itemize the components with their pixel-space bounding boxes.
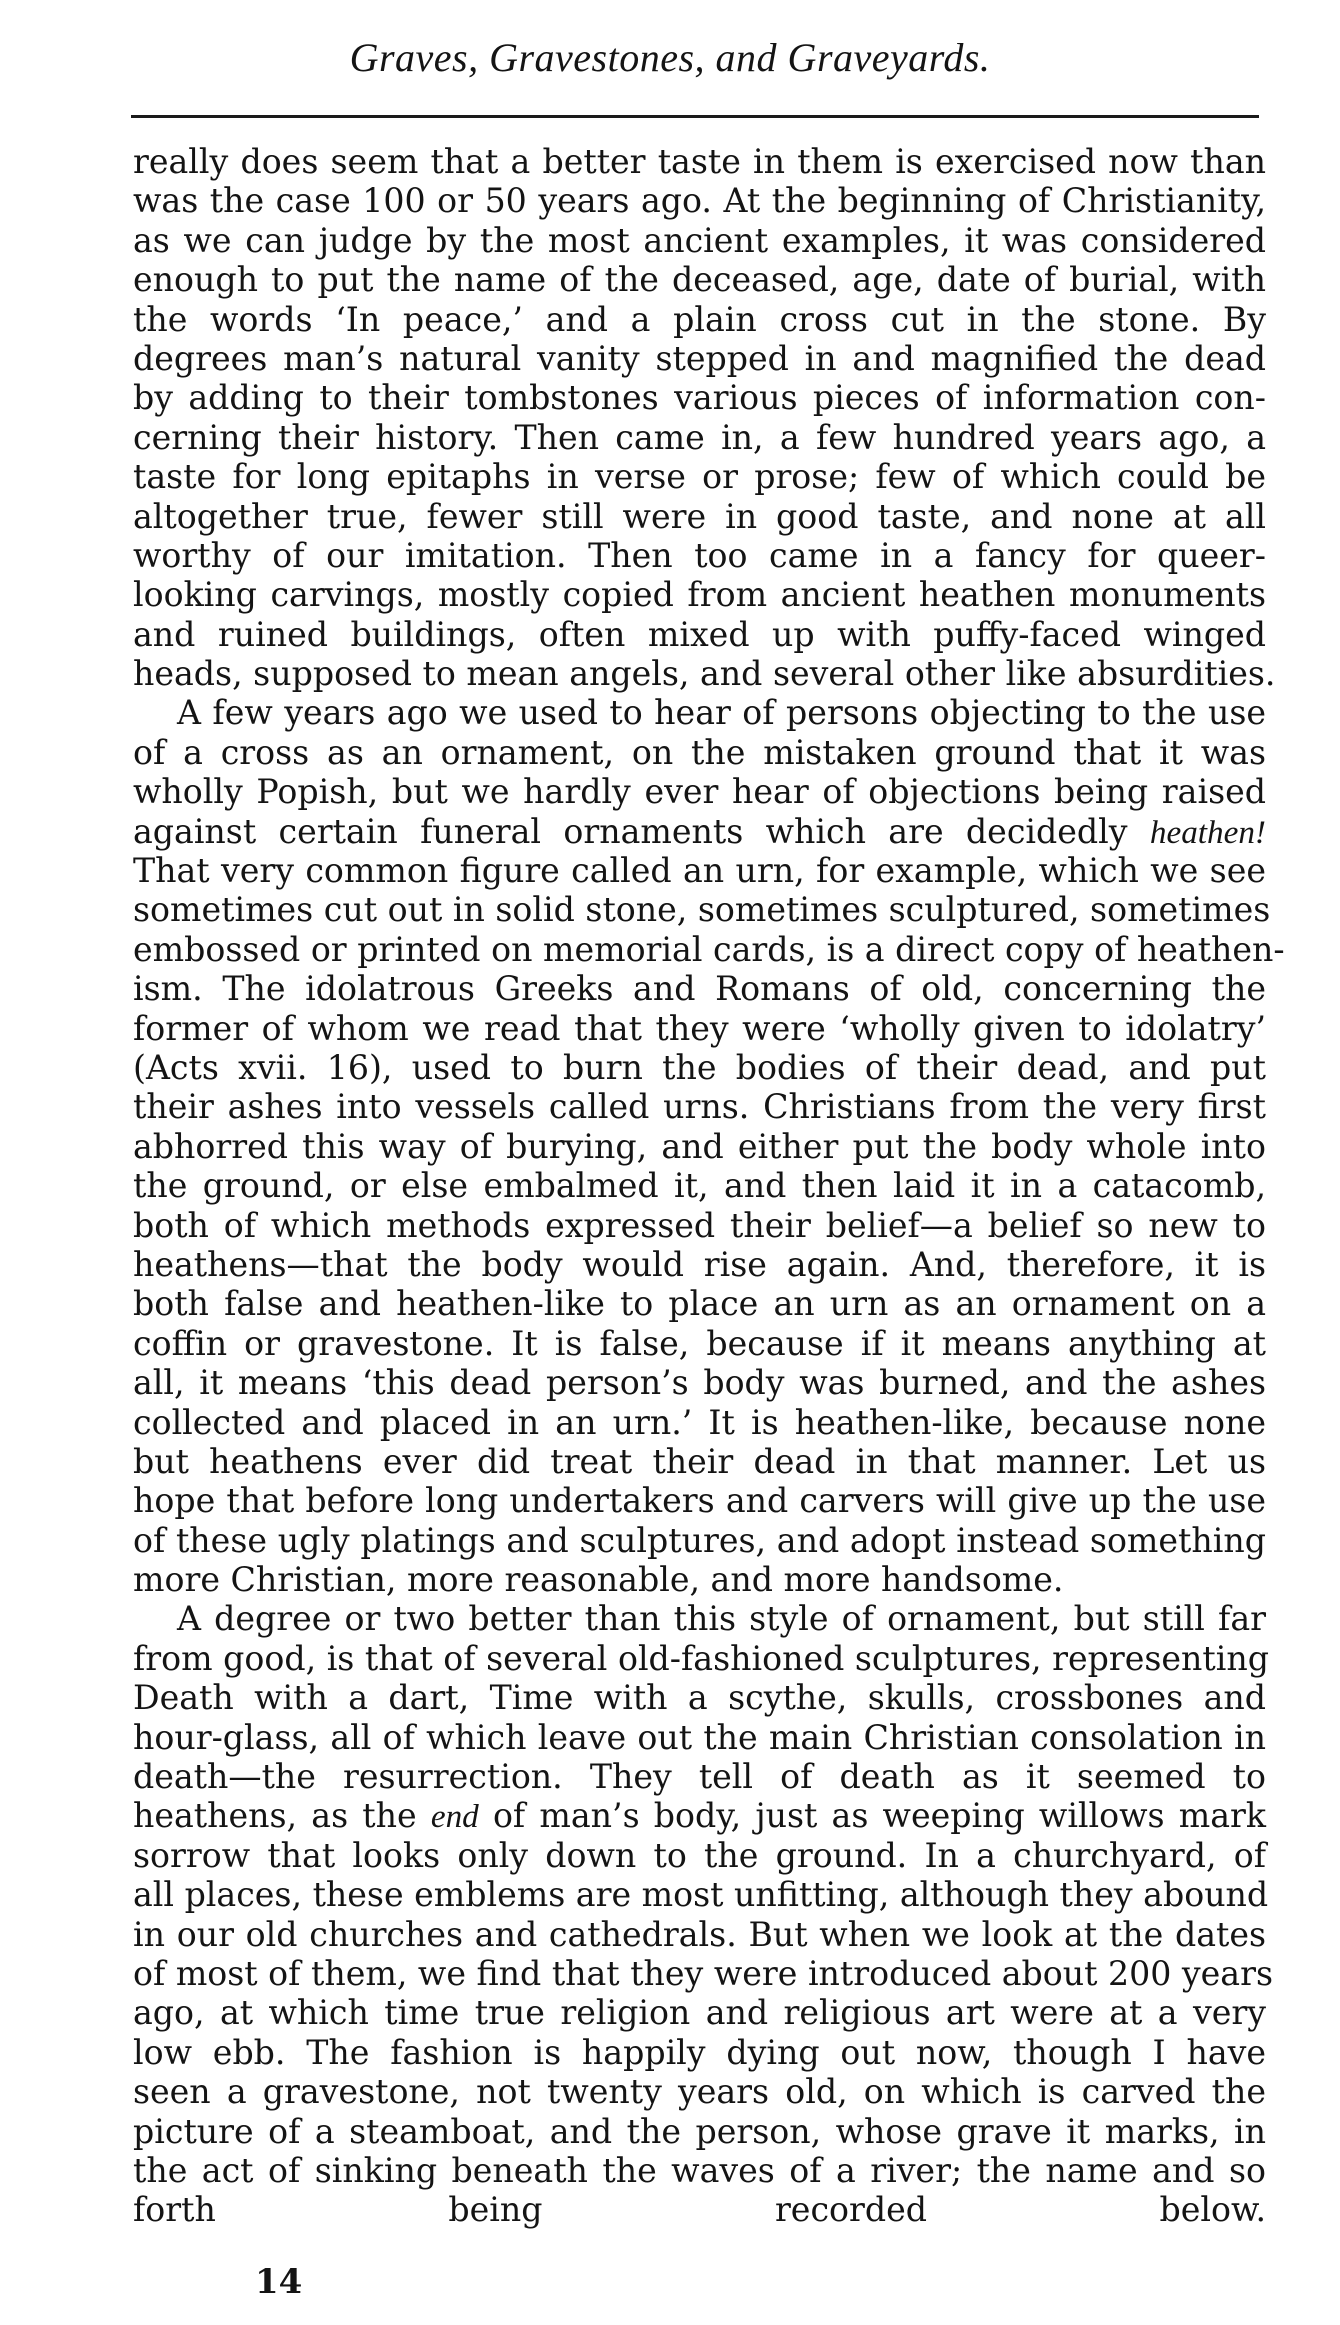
text-line: A few years ago we used to hear of persons objecting to the use (177, 693, 1266, 733)
text-line: was the case 100 or 50 years ago. At the beginning of Christianity, (133, 181, 1266, 221)
body-text (133, 142, 1285, 2269)
text-line: really does seem that a better taste in them is exercised now than (133, 142, 1266, 181)
text-line: seen a gravestone, not twenty years old, on which is carved the (133, 2072, 1266, 2112)
paragraph (133, 142, 1276, 694)
text-line: Death with a dart, Time with a scythe, skulls, crossbones and (133, 1678, 1266, 1718)
text-line: ism. The idolatrous Greeks and Romans of old, concerning the (133, 969, 1266, 1009)
text-line: enough to put the name of the deceased, age, date of burial, with (133, 260, 1266, 300)
italic-word: heathen! (1149, 813, 1266, 851)
italic-word: end (430, 1798, 479, 1836)
text-line: both of which methods expressed their belief—a belief so new to (133, 1205, 1266, 1245)
text-line: the words ‘In peace,’ and a plain cross cut in the stone. By (133, 299, 1266, 339)
text-line: taste for long epitaphs in verse or prose; few of which could be (133, 457, 1266, 497)
paragraph (133, 1599, 1273, 2269)
text-line: and ruined buildings, often mixed up with puffy-faced winged (133, 614, 1266, 654)
text-line: hope that before long undertakers and carvers will give up the use (133, 1481, 1266, 1521)
text-line: abhorred this way of burying, and either put the body whole into (133, 1126, 1266, 1166)
text-line: both false and heathen-like to place an urn as an ornament on a (133, 1284, 1266, 1324)
text-line: more Christian, more reasonable, and more handsome. (133, 1560, 1064, 1600)
text-line: former of whom we read that they were ‘wholly given to idolatry’ (133, 1008, 1266, 1048)
text-line: their ashes into vessels called urns. Christians from the very first (133, 1087, 1266, 1127)
text-line: all places, these emblems are most unfitting, although they abound (133, 1875, 1269, 1915)
text-line (133, 812, 1266, 851)
text-line: low ebb. The fashion is happily dying out now, though I have (133, 2032, 1266, 2072)
text-line: worthy of our imitation. Then too came in a fancy for queer- (133, 535, 1266, 575)
text-line: A degree or two better than this style of ornament, but still far (177, 1599, 1266, 1639)
text-line: in our old churches and cathedrals. But when we look at the dates (133, 1914, 1266, 1954)
text-line: all, it means ‘this dead person’s body was burned, and the ashes (133, 1363, 1266, 1403)
page-number: 14 (255, 2262, 303, 2302)
text-line: picture of a steamboat, and the person, whose grave it marks, in (133, 2111, 1266, 2151)
text-line: That very common figure called an urn, for example, which we see (133, 851, 1266, 891)
text-line: hour-glass, all of which leave out the main Christian consolation in (133, 1717, 1266, 1757)
text-line: sorrow that looks only down to the ground. In a churchyard, of (133, 1835, 1266, 1875)
text-line: of these ugly platings and sculptures, and adopt instead something (133, 1520, 1266, 1560)
text-line: by adding to their tombstones various pieces of information con- (133, 378, 1266, 418)
text-line: embossed or printed on memorial cards, is a direct copy of heathen- (133, 929, 1285, 969)
text-line: heathens—that the body would rise again. And, therefore, it is (133, 1244, 1266, 1284)
text-line: heads, supposed to mean angels, and several other like absurdities. (133, 654, 1276, 694)
text-line: of most of them, we find that they were introduced about 200 years (133, 1953, 1273, 1993)
text-line: cerning their history. Then came in, a few hundred years ago, a (133, 417, 1266, 457)
text-line: coffin or gravestone. It is false, because if it means anything at (133, 1323, 1266, 1363)
text-line: collected and placed in an urn.’ It is heathen-like, because none (133, 1402, 1266, 1442)
text-line: looking carvings, mostly copied from ancient heathen monuments (133, 575, 1266, 615)
header-rule (131, 115, 1259, 118)
text-line: death—the resurrection. They tell of death as it seemed to (133, 1757, 1266, 1797)
text-line: wholly Popish, but we hardly ever hear of objections being raised (133, 772, 1266, 812)
text-line: forth being recorded below. (133, 2190, 1266, 2230)
text-line (133, 2230, 1266, 2269)
running-title: Graves, Gravestones, and Graveyards. (349, 35, 991, 80)
text-line: from good, is that of several old-fashioned sculptures, representing (133, 1638, 1269, 1678)
text-line: degrees man’s natural vanity stepped in and magnified the dead (133, 338, 1266, 378)
paragraph (133, 693, 1285, 1600)
text-line: ago, at which time true religion and religious art were at a very (133, 1993, 1266, 2033)
text-line: the act of sinking beneath the waves of a river; the name and so (133, 2150, 1266, 2190)
text-line: but heathens ever did treat their dead in that manner. Let us (133, 1441, 1266, 1481)
text-line: altogether true, fewer still were in good taste, and none at all (133, 496, 1266, 536)
text-line: as we can judge by the most ancient examples, it was considered (133, 220, 1266, 260)
text-line: of a cross as an ornament, on the mistaken ground that it was (133, 732, 1266, 772)
text-line: sometimes cut out in solid stone, sometimes sculptured, sometimes (133, 890, 1271, 930)
text-span: against certain funeral ornaments which are decidedly (133, 811, 1128, 851)
text-line: the ground, or else embalmed it, and then laid it in a catacomb, (133, 1166, 1266, 1206)
text-line: (Acts xvii. 16), used to burn the bodies of their dead, and put (133, 1047, 1266, 1087)
text-span: heathens, as the (133, 1796, 417, 1836)
text-line (133, 1796, 1266, 1835)
text-span: of man’s body, just as weeping willows mark (492, 1796, 1266, 1836)
